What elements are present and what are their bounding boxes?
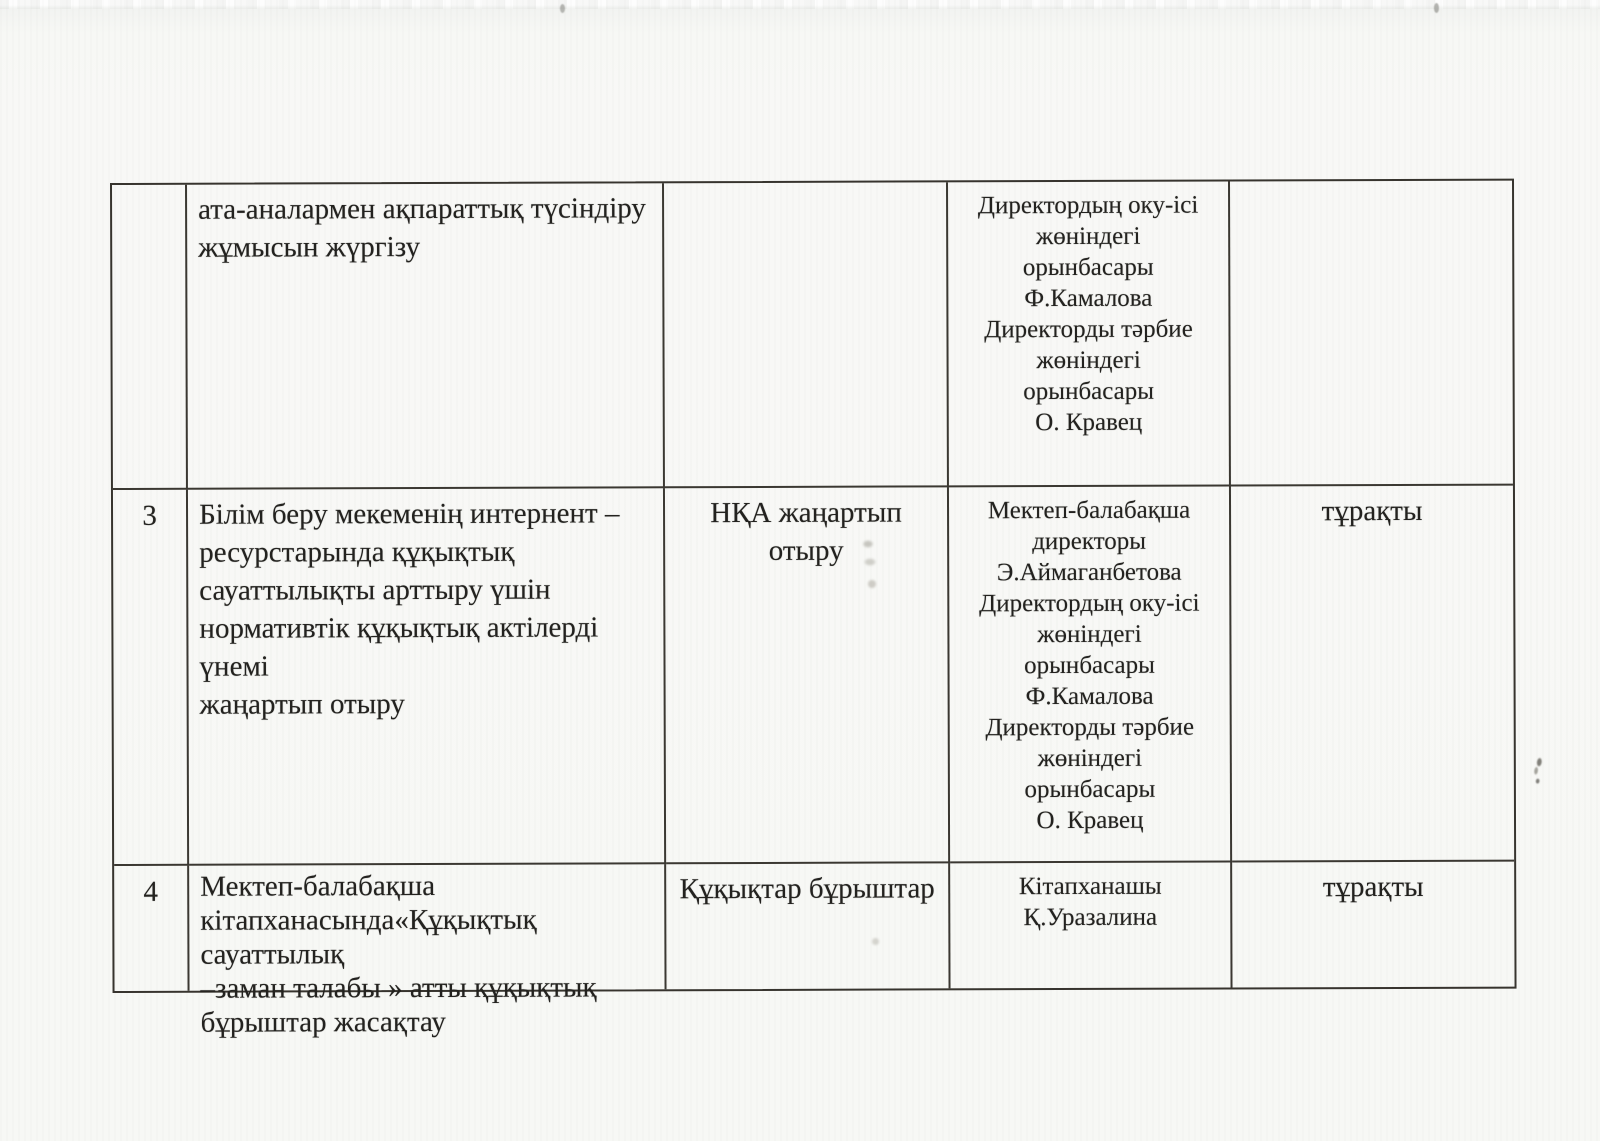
cell-row3-task: Білім беру мекеменің интернент – ресурстарында құқықтық сауаттылықты арттыру үшін нормативтік құқықтық актілерді үнемі жаңартып отыру (188, 488, 666, 865)
cell-row0-num (112, 185, 188, 490)
cell-row4-responsible: Кітапханашы Қ.Уразалина (950, 862, 1232, 988)
cell-row0-task: ата-аналармен ақпараттық түсіндіру жұмысын жүргізу (187, 183, 665, 489)
cell-row0-form (664, 182, 949, 488)
cell-row4-term: тұрақты (1322, 870, 1424, 904)
cell-row4-task: Мектеп-балабақша кітапханасында«Құқықтық сауаттылық –заман талабы » атты құқықтық бұрыштар жасақтау (189, 864, 666, 990)
work-plan-table (110, 179, 1517, 1039)
scanner-edge-artifact (0, 0, 1600, 9)
cell-row4-num: 4 (114, 866, 189, 991)
cell-row3-num: 3 (113, 490, 189, 866)
cell-row4-form: Құқықтар бұрыштар (666, 863, 950, 989)
ink-speck-artifact (1529, 755, 1546, 788)
cell-row0-term (1230, 181, 1513, 487)
cell-row3-form: НҚА жаңартып отыру (665, 487, 950, 864)
cell-row3-term: тұрақты (1231, 486, 1514, 863)
cell-row0-responsible: Директордың оку-ісі жөніндегі орынбасары Ф.Камалова Директорды тәрбие жөніндегі орынбасары О. Кравец (948, 181, 1231, 487)
cell-row3-responsible: Мектеп-балабақша директоры Э.Аймаганбетова Директордың оку-ісі жөніндегі орынбасары Ф.Камалова Директорды тәрбие жөніндегі орынбасары О. Кравец (949, 486, 1232, 863)
